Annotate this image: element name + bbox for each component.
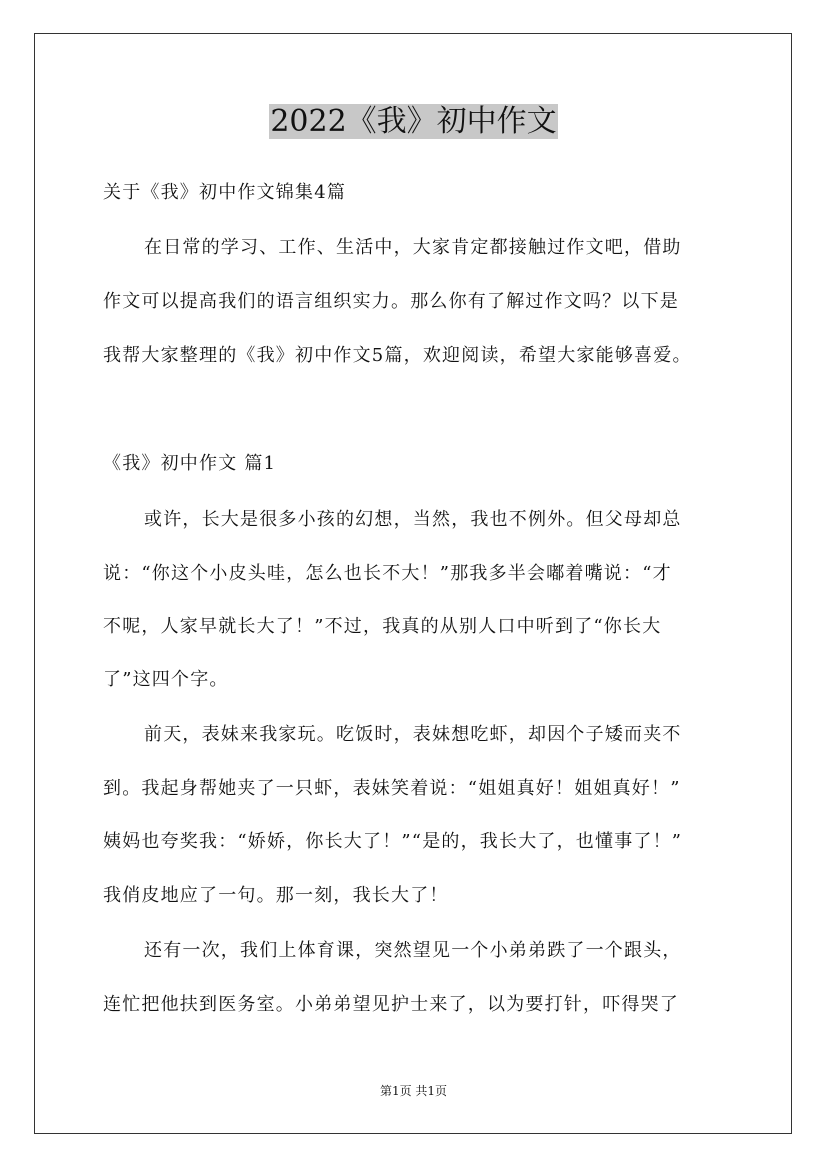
para2-line-4: 我俏皮地应了一句。那一刻，我长大了！: [103, 885, 449, 906]
para2-line-3: 姨妈也夸奖我：“娇娇，你长大了！”“是的，我长大了，也懂事了！”: [103, 831, 683, 852]
para1-line-3: 不呢，人家早就长大了！”不过，我真的从别人口中听到了“你长大: [103, 616, 662, 637]
document-title: [0, 100, 827, 144]
subtitle: 关于《我》初中作文锦集4篇: [103, 182, 347, 203]
para1-line-2: 说：“你这个小皮头哇，怎么也长不大！”那我多半会嘟着嘴说：“才: [103, 563, 672, 584]
para2-line-2: 到。我起身帮她夹了一只虾，表妹笑着说：“姐姐真好！姐姐真好！”: [103, 778, 681, 799]
para1-line-4: 了”这四个字。: [103, 669, 229, 690]
para3-line-2: 连忙把他扶到医务室。小弟弟望见护士来了，以为要打针，吓得哭了: [103, 994, 679, 1015]
page-footer: 第1页 共1页: [379, 1084, 448, 1098]
section-heading: 《我》初中作文 篇1: [103, 453, 277, 474]
para3-line-1: 还有一次，我们上体育课，突然望见一个小弟弟跌了一个跟头，: [144, 940, 682, 961]
document-title-text: 2022《我》初中作文: [270, 104, 557, 139]
intro-line-2: 作文可以提高我们的语言组织实力。那么你有了解过作文吗？以下是: [103, 291, 679, 312]
para1-line-1: 或许，长大是很多小孩的幻想，当然，我也不例外。但父母却总: [144, 509, 682, 530]
intro-line-3: 我帮大家整理的《我》初中作文5篇，欢迎阅读，希望大家能够喜爱。: [103, 345, 692, 366]
intro-line-1: 在日常的学习、工作、生活中，大家肯定都接触过作文吧，借助: [144, 237, 682, 258]
para2-line-1: 前天，表妹来我家玩。吃饭时，表妹想吃虾，却因个子矮而夹不: [144, 724, 682, 745]
